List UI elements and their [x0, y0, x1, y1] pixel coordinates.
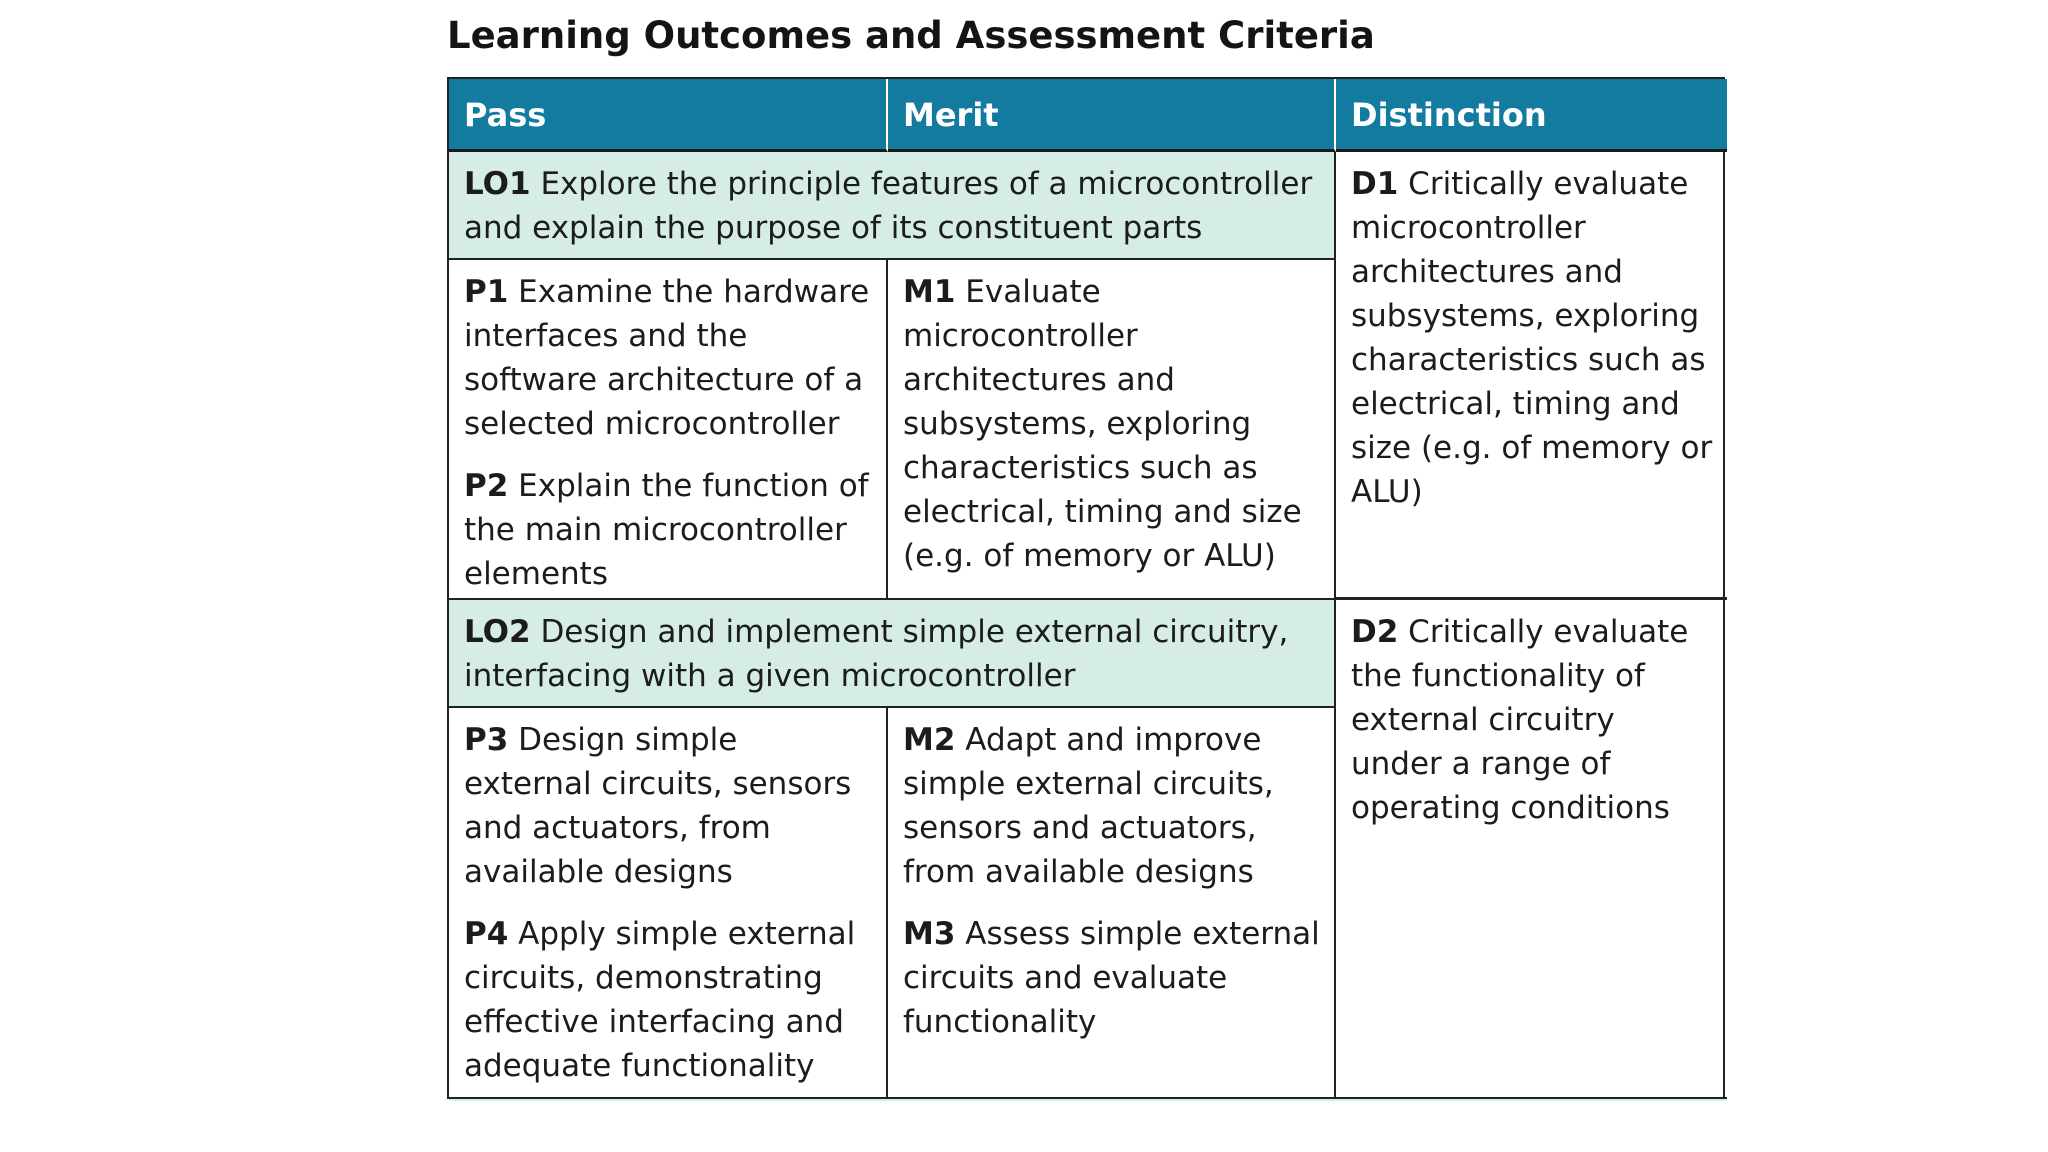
criterion-p1	[464, 270, 872, 446]
column-header-pass: Pass	[449, 79, 888, 152]
criterion-p4	[464, 912, 872, 1088]
pass-cell-lo1	[449, 260, 888, 600]
criterion-p2	[464, 464, 872, 596]
criterion-p3	[464, 718, 872, 894]
criterion-m2	[903, 718, 1320, 894]
merit-cell-lo2	[888, 708, 1336, 1099]
d1-code: D1	[1351, 166, 1399, 202]
d2-text: Critically evaluate the functionality of external circuitry under a range of operating conditions	[1351, 614, 1689, 826]
pass-cell-lo2	[449, 708, 888, 1099]
criterion-d1	[1336, 152, 1727, 600]
m1-text: Evaluate microcontroller architectures and subsystems, exploring characteristics such as electrical, timing and size (e.g. of memory or ALU)	[903, 274, 1302, 574]
d1-text: Critically evaluate microcontroller architectures and subsystems, exploring characteristics such as electrical, timing and size (e.g. of memory or ALU)	[1351, 166, 1713, 510]
column-header-distinction: Distinction	[1336, 79, 1727, 152]
lo1-text: Explore the principle features of a microcontroller and explain the purpose of its constituent parts	[464, 166, 1313, 246]
criterion-d2	[1336, 600, 1727, 1099]
m1-code: M1	[903, 274, 956, 310]
p3-code: P3	[464, 722, 509, 758]
lo2-text: Design and implement simple external circuitry, interfacing with a given microcontroller	[464, 614, 1289, 694]
merit-cell-lo1	[888, 260, 1336, 600]
lo2-code: LO2	[464, 614, 531, 650]
learning-outcome-lo2	[449, 600, 1336, 708]
p3-text: Design simple external circuits, sensors and actuators, from available designs	[464, 722, 852, 890]
m2-code: M2	[903, 722, 956, 758]
p2-text: Explain the function of the main microcontroller elements	[464, 468, 869, 592]
column-header-merit: Merit	[888, 79, 1336, 152]
d2-code: D2	[1351, 614, 1399, 650]
page-title: Learning Outcomes and Assessment Criteria	[447, 14, 1375, 57]
m2-text: Adapt and improve simple external circuits, sensors and actuators, from available designs	[903, 722, 1274, 890]
criteria-table	[447, 77, 1725, 1099]
m3-code: M3	[903, 916, 956, 952]
criterion-m1	[903, 270, 1320, 578]
p1-code: P1	[464, 274, 509, 310]
criterion-m3	[903, 912, 1320, 1044]
table-bottom-edge	[449, 1099, 1727, 1101]
p1-text: Examine the hardware interfaces and the software architecture of a selected microcontroller	[464, 274, 870, 442]
m3-text: Assess simple external circuits and evaluate functionality	[903, 916, 1320, 1040]
learning-outcome-lo1	[449, 152, 1336, 260]
p4-text: Apply simple external circuits, demonstrating effective interfacing and adequate functionality	[464, 916, 856, 1084]
lo1-code: LO1	[464, 166, 531, 202]
p2-code: P2	[464, 468, 509, 504]
p4-code: P4	[464, 916, 509, 952]
